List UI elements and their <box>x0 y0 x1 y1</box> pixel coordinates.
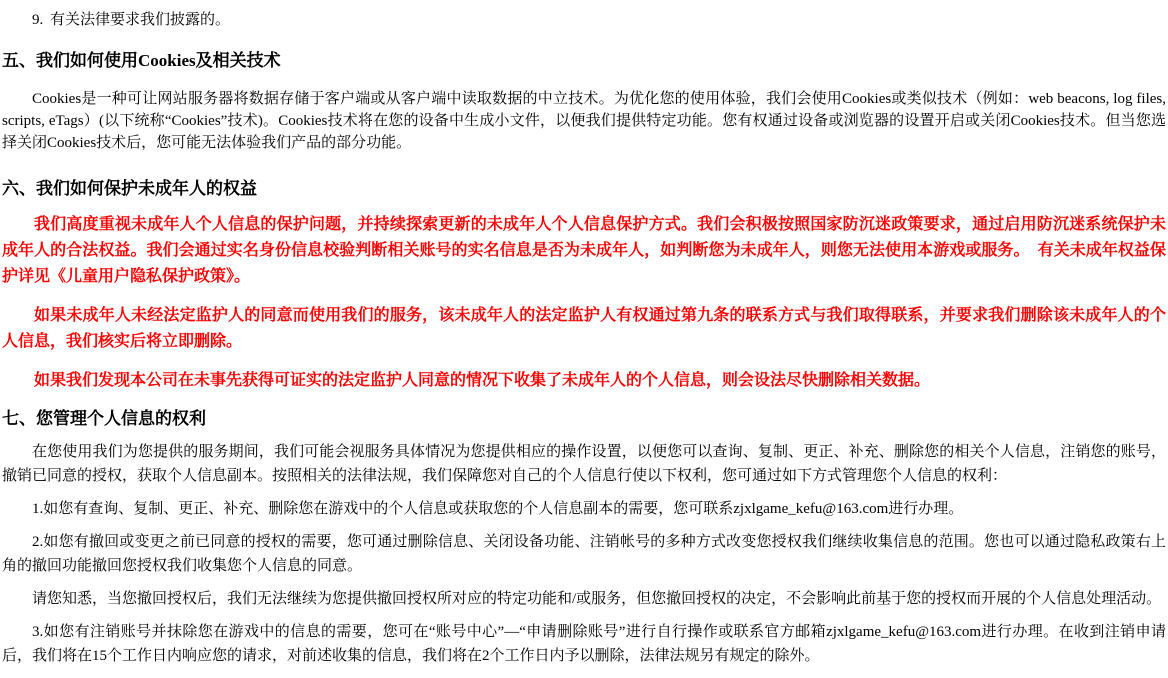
list-item-9-text: 有关法律要求我们披露的。 <box>50 12 231 28</box>
rights-item-3-tail: 进行办理。在收到注销申请后，我们将在15个工作日内响应您的请求，对前述收集的信息，我们将在2个工作日内予以删除，法律法规另有规定的除外。 <box>2 624 1166 664</box>
rights-notice-paragraph: 请您知悉，当您撤回授权后，我们无法继续为您提供撤回授权所对应的特定功能和/或服务，但您撤回授权的决定，不会影响此前基于您的授权而开展的个人信息处理活动。 <box>32 591 1162 607</box>
rights-item-3-text: 3.如您有注销账号并抹除您在游戏中的信息的需要，您可在“账号中心”—“申请删除账号”进行自行操作或联系官方邮箱 <box>32 624 827 640</box>
minors-paragraph-1 <box>2 212 1166 290</box>
section-heading-cookies: 五、我们如何使用Cookies及相关技术 <box>2 51 281 70</box>
cookies-paragraph: Cookies是一种可让网站服务器将数据存储于客户端或从客户端中读取数据的中立技术。为优化您的使用体验，我们会使用Cookies或类似技术（例如：web beacons, log files, scripts, eTags）(以下统称“Cookies”技术)。Cookies技术将在您的设备中生成小文件，以便我们提供特定功能。您有权通过设备或浏览器的设置开启或关闭Cookies技术。但当您选择关闭Cookies技术后，您可能无法体验我们产品的部分功能。 <box>2 91 1166 151</box>
list-item-9-marker: 9. <box>32 12 44 28</box>
minors-paragraph-1-text: 我们高度重视未成年人个人信息的保护问题，并持续探索更新的未成年人个人信息保护方式。我们会积极按照国家防沉迷政策要求，通过启用防沉迷系统保护未成年人的合法权益。我们会通过实名身份信息校验判断相关账号的实名信息是否为未成年人，如判断您为未成年人，则您无法使用本游戏或服务。 有关未成年权益保护详见 <box>2 216 1166 285</box>
section-heading-minors: 六、我们如何保护未成年人的权益 <box>2 179 257 198</box>
rights-item-1-text: 1.如您有查询、复制、更正、补充、删除您在游戏中的个人信息或获取您的个人信息副本的需要，您可联系 <box>32 501 734 517</box>
minors-paragraph-1-tail: 。 <box>234 268 251 285</box>
section-heading-rights: 七、您管理个人信息的权利 <box>2 409 206 428</box>
minors-paragraph-2: 如果未成年人未经法定监护人的同意而使用我们的服务，该未成年人的法定监护人有权通过第九条的联系方式与我们取得联系，并要求我们删除该未成年人的个人信息，我们核实后将立即删除。 <box>2 307 1166 350</box>
support-email: zjxlgame_kefu@163.com <box>733 501 889 517</box>
rights-item-1-tail: 进行办理。 <box>888 501 964 517</box>
rights-item-1 <box>2 497 1166 521</box>
rights-item-3 <box>2 620 1166 668</box>
children-privacy-policy-link[interactable]: 《儿童用户隐私保护政策》 <box>50 268 235 285</box>
minors-paragraph-3: 如果我们发现本公司在未事先获得可证实的法定监护人同意的情况下收集了未成年人的个人信息，则会设法尽快删除相关数据。 <box>34 372 931 389</box>
list-item-9 <box>32 10 1166 30</box>
official-email: zjxlgame_kefu@163.com <box>826 624 982 640</box>
rights-item-2: 2.如您有撤回或变更之前已同意的授权的需要，您可通过删除信息、关闭设备功能、注销帐号的多种方式改变您授权我们继续收集信息的范围。您也可以通过隐私政策右上角的撤回功能撤回您授权我们收集您个人信息的同意。 <box>2 534 1166 574</box>
rights-intro-paragraph: 在您使用我们为您提供的服务期间，我们可能会视服务具体情况为您提供相应的操作设置，以便您可以查询、复制、更正、补充、删除您的相关个人信息，注销您的账号，撤销已同意的授权，获取个人信息副本。按照相关的法律法规，我们保障您对自己的个人信息行使以下权利，您可通过如下方式管理您个人信息的权利： <box>2 444 1166 484</box>
